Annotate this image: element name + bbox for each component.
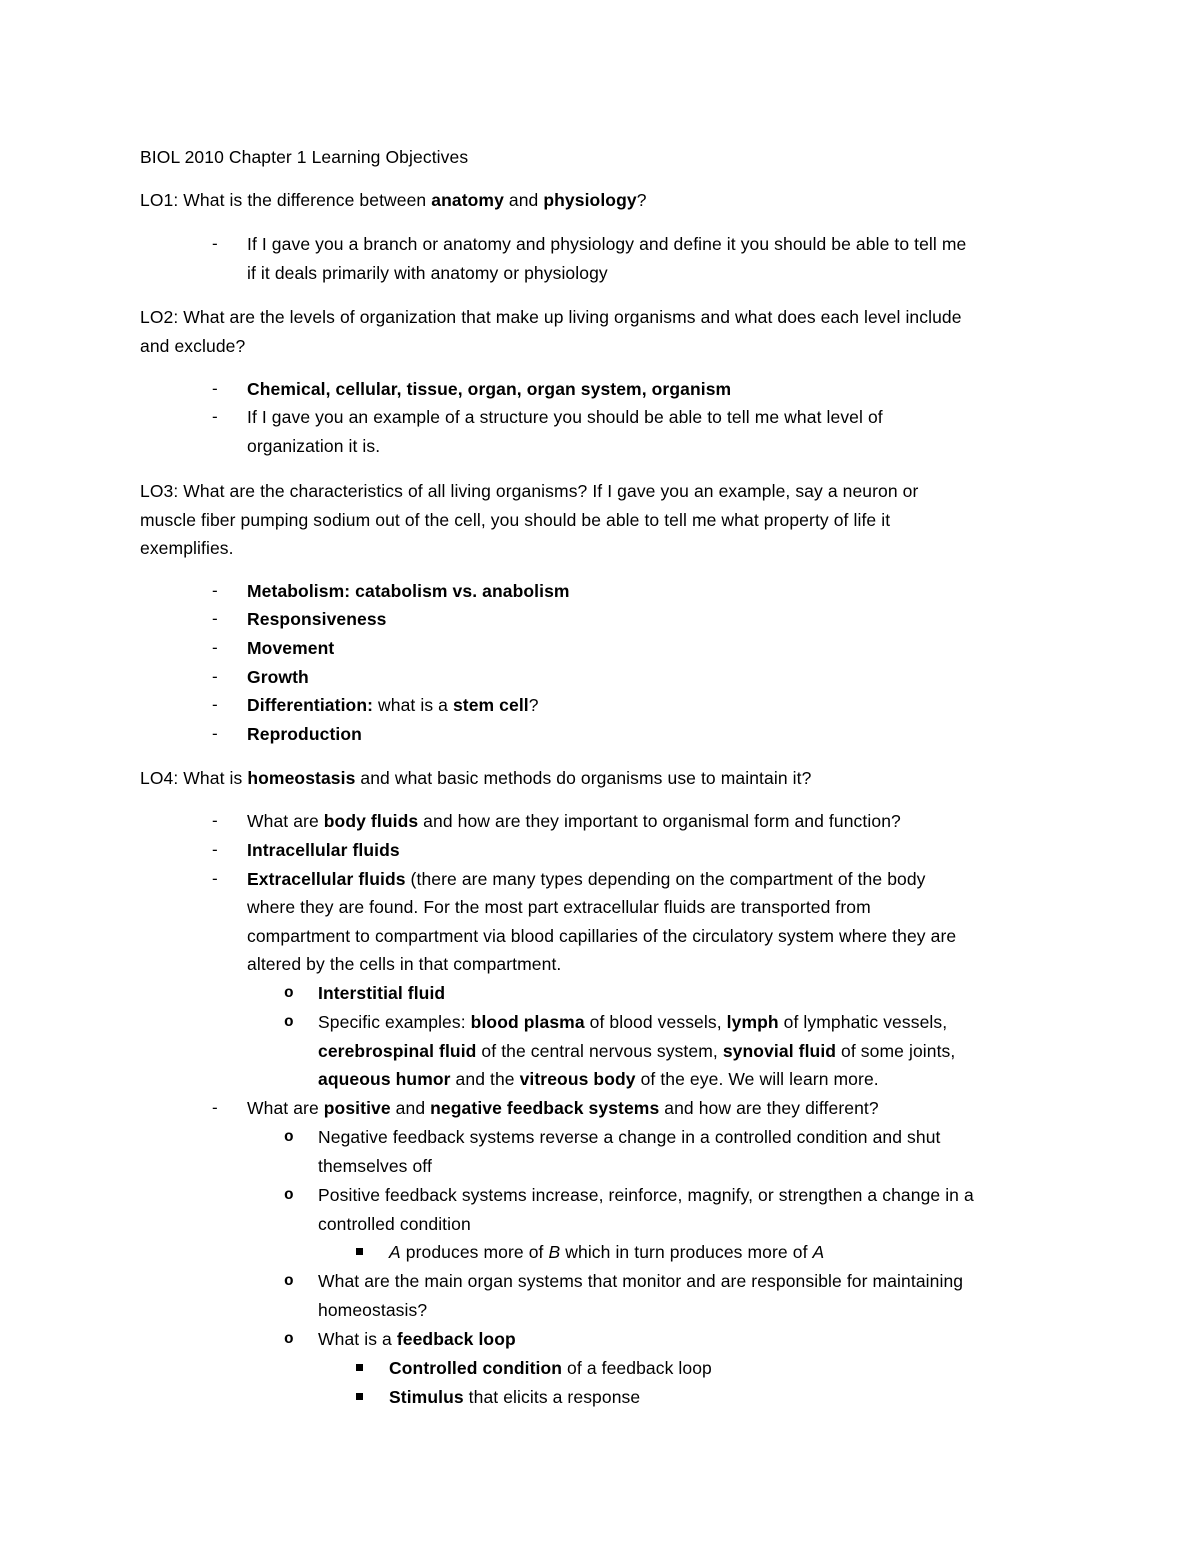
- stimulus: Stimulus that elicits a response: [389, 1387, 641, 1407]
- specific-examples-line-2: cerebrospinal fluid of the central nervous system, synovial fluid of some joints,: [318, 1041, 956, 1061]
- lo2-question-line-2: and exclude?: [140, 336, 246, 356]
- positive-feedback-example: A produces more of B which in turn produces more of A: [389, 1242, 825, 1262]
- lo3-bullet-metabolism: Metabolism: catabolism vs. anabolism: [247, 581, 570, 601]
- dash-bullet: -: [212, 234, 218, 253]
- lo3-question-line-1: LO3: What are the characteristics of all living organisms? If I gave you an example, say a neuron or: [140, 481, 919, 501]
- square-bullet: [356, 1393, 363, 1400]
- square-bullet: [356, 1364, 363, 1371]
- controlled-condition: Controlled condition of a feedback loop: [389, 1358, 712, 1378]
- circle-bullet: o: [284, 1013, 294, 1031]
- circle-bullet: o: [284, 1128, 294, 1146]
- document-title: BIOL 2010 Chapter 1 Learning Objectives: [140, 147, 469, 167]
- dash-bullet: -: [212, 581, 218, 600]
- dash-bullet: -: [212, 869, 218, 888]
- circle-bullet: o: [284, 984, 294, 1002]
- term-anatomy: anatomy: [431, 190, 504, 210]
- negative-feedback-line-2: themselves off: [318, 1156, 432, 1176]
- lo3-question-line-2: muscle fiber pumping sodium out of the cell, you should be able to tell me what property of life it: [140, 510, 891, 530]
- specific-examples-line-1: Specific examples: blood plasma of blood vessels, lymph of lymphatic vessels,: [318, 1012, 948, 1032]
- term-homeostasis: homeostasis: [247, 768, 356, 788]
- lo4-bullet-intracellular: Intracellular fluids: [247, 840, 400, 860]
- lo1-label: LO1:: [140, 190, 179, 210]
- lo2-bullet-2-line-1: If I gave you an example of a structure you should be able to tell me what level of: [247, 407, 883, 427]
- lo3-bullet-reproduction: Reproduction: [247, 724, 362, 744]
- lo1-question: LO1: What is the difference between anatomy and physiology?: [140, 190, 647, 210]
- lo4-bullet-extracellular-line-4: altered by the cells in that compartment.: [247, 954, 562, 974]
- lo4-bullet-extracellular-line-1: Extracellular fluids (there are many types depending on the compartment of the body: [247, 869, 926, 889]
- square-bullet: [356, 1248, 363, 1255]
- circle-bullet: o: [284, 1272, 294, 1290]
- lo1-bullet-1-line-1: If I gave you a branch or anatomy and physiology and define it you should be able to tell me: [247, 234, 967, 254]
- lo2-bullet-1: Chemical, cellular, tissue, organ, organ system, organism: [247, 379, 732, 399]
- dash-bullet: -: [212, 379, 218, 398]
- lo3-bullet-movement: Movement: [247, 638, 335, 658]
- dash-bullet: -: [212, 811, 218, 830]
- circle-bullet: o: [284, 1186, 294, 1204]
- lo4-bullet-body-fluids: What are body fluids and how are they important to organismal form and function?: [247, 811, 901, 831]
- dash-bullet: -: [212, 1098, 218, 1117]
- dash-bullet: -: [212, 840, 218, 859]
- dash-bullet: -: [212, 667, 218, 686]
- positive-feedback-line-1: Positive feedback systems increase, reinforce, magnify, or strengthen a change in a: [318, 1185, 974, 1205]
- positive-feedback-line-2: controlled condition: [318, 1214, 471, 1234]
- dash-bullet: -: [212, 638, 218, 657]
- lo4-label: LO4:: [140, 768, 179, 788]
- lo4-bullet-feedback-systems: What are positive and negative feedback systems and how are they different?: [247, 1098, 879, 1118]
- lo2-label: LO2:: [140, 307, 179, 327]
- feedback-loop-question: What is a feedback loop: [318, 1329, 516, 1349]
- lo3-question-line-3: exemplifies.: [140, 538, 234, 558]
- lo3-bullet-responsiveness: Responsiveness: [247, 609, 387, 629]
- lo2-question-line-1: LO2: What are the levels of organization that make up living organisms and what does each level include: [140, 307, 962, 327]
- dash-bullet: -: [212, 724, 218, 743]
- organ-systems-line-2: homeostasis?: [318, 1300, 428, 1320]
- lo3-bullet-differentiation: Differentiation: what is a stem cell?: [247, 695, 539, 715]
- lo2-bullet-2-line-2: organization it is.: [247, 436, 381, 456]
- negative-feedback-line-1: Negative feedback systems reverse a change in a controlled condition and shut: [318, 1127, 941, 1147]
- interstitial-fluid: Interstitial fluid: [318, 983, 446, 1003]
- lo4-bullet-extracellular-line-2: where they are found. For the most part extracellular fluids are transported from: [247, 897, 871, 917]
- specific-examples-line-3: aqueous humor and the vitreous body of the eye. We will learn more.: [318, 1069, 879, 1089]
- lo4-question: LO4: What is homeostasis and what basic methods do organisms use to maintain it?: [140, 768, 812, 788]
- lo4-bullet-extracellular-line-3: compartment to compartment via blood capillaries of the circulatory system where they are: [247, 926, 957, 946]
- term-physiology: physiology: [543, 190, 637, 210]
- circle-bullet: o: [284, 1330, 294, 1348]
- dash-bullet: -: [212, 695, 218, 714]
- dash-bullet: -: [212, 407, 218, 426]
- dash-bullet: -: [212, 609, 218, 628]
- lo1-bullet-1-line-2: if it deals primarily with anatomy or physiology: [247, 263, 608, 283]
- lo3-bullet-growth: Growth: [247, 667, 309, 687]
- lo3-label: LO3:: [140, 481, 179, 501]
- organ-systems-line-1: What are the main organ systems that monitor and are responsible for maintaining: [318, 1271, 964, 1291]
